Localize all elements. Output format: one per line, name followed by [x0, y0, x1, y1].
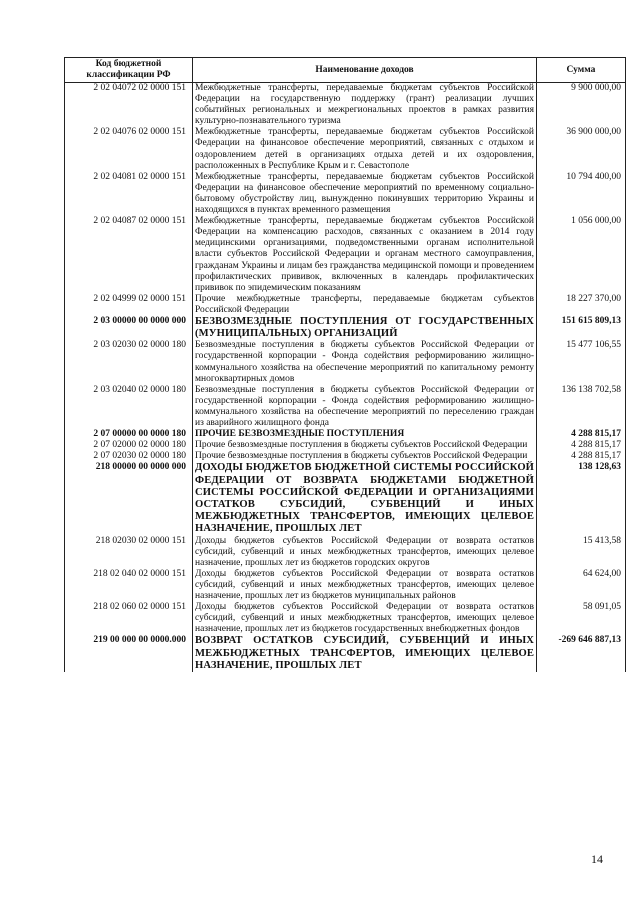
table-row [65, 536, 626, 569]
cell-code: 2 03 02030 02 0000 180 [65, 340, 193, 384]
cell-code: 218 00000 00 0000 000 [65, 462, 193, 535]
cell-sum: 151 615 809,13 [537, 316, 626, 340]
cell-code: 2 02 04999 02 0000 151 [65, 294, 193, 316]
cell-name: Безвозмездные поступления в бюджеты субъектов Российской Федерации от государственной корпорации - Фонда содействия реформированию жилищно-коммунального хозяйства на обеспечение мероприятий по переселению граждан из аварийного жилищного фонда [193, 385, 537, 429]
cell-sum: 4 288 815,17 [537, 451, 626, 462]
revenue-table-container [64, 57, 625, 672]
cell-name: ВОЗВРАТ ОСТАТКОВ СУБСИДИЙ, СУБВЕНЦИЙ И ИНЫХ МЕЖБЮДЖЕТНЫХ ТРАНСФЕРТОВ, ИМЕЮЩИХ ЦЕЛЕВОЕ НАЗНАЧЕНИЕ, ПРОШЛЫХ ЛЕТ [193, 635, 537, 672]
cell-name: ДОХОДЫ БЮДЖЕТОВ БЮДЖЕТНОЙ СИСТЕМЫ РОССИЙСКОЙ ФЕДЕРАЦИИ ОТ ВОЗВРАТА БЮДЖЕТАМИ БЮДЖЕТНОЙ СИСТЕМЫ РОССИЙСКОЙ ФЕДЕРАЦИИ И ОРГАНИЗАЦИЯМИ ОСТАТКОВ СУБСИДИЙ, СУБВЕНЦИЙ И ИНЫХ МЕЖБЮДЖЕТНЫХ ТРАНСФЕРТОВ, ИМЕЮЩИХ ЦЕЛЕВОЕ НАЗНАЧЕНИЕ, ПРОШЛЫХ ЛЕТ [193, 462, 537, 535]
cell-sum: 15 413,58 [537, 536, 626, 569]
cell-name: Межбюджетные трансферты, передаваемые бюджетам субъектов Российской Федерации на компенсацию расходов, связанных с оказанием в 2014 году медицинскими организациями, подведомственными органам исполнительной власти субъектов Российской Федерации и органам местного самоуправления, гражданам Украины и лицам без гражданства медицинской помощи и проведением профилактических прививок, включенных в календарь профилактических прививок по эпидемическим показаниям [193, 216, 537, 294]
cell-sum: 4 288 815,17 [537, 429, 626, 440]
page-number: 14 [591, 852, 603, 866]
cell-name: Межбюджетные трансферты, передаваемые бюджетам субъектов Российской Федерации на государственную поддержку (грант) реализации лучших событийных региональных и межрегиональных проектов в рамках развития культурно-познавательного туризма [193, 83, 537, 128]
cell-name: Прочие безвозмездные поступления в бюджеты субъектов Российской Федерации [193, 440, 537, 451]
header-sum: Сумма [537, 58, 626, 83]
cell-sum: 18 227 370,00 [537, 294, 626, 316]
cell-sum: 58 091,05 [537, 602, 626, 635]
header-name: Наименование доходов [193, 58, 537, 83]
table-row [65, 440, 626, 451]
table-header-row [65, 58, 626, 83]
cell-sum: 1 056 000,00 [537, 216, 626, 294]
cell-code: 218 02030 02 0000 151 [65, 536, 193, 569]
table-row [65, 451, 626, 462]
table-row [65, 385, 626, 429]
table-row [65, 216, 626, 294]
cell-name: Прочие межбюджетные трансферты, передаваемые бюджетам субъектов Российской Федерации [193, 294, 537, 316]
table-body [65, 83, 626, 673]
cell-sum: -269 646 887,13 [537, 635, 626, 672]
cell-name: Доходы бюджетов субъектов Российской Федерации от возврата остатков субсидий, субвенций и иных межбюджетных трансфертов, имеющих целевое назначение, прошлых лет из бюджетов государственных внебюджетных фондов [193, 602, 537, 635]
table-row [65, 316, 626, 340]
cell-name: Безвозмездные поступления в бюджеты субъектов Российской Федерации от государственной корпорации - Фонда содействия реформированию жилищно-коммунального хозяйства на обеспечение мероприятий по капитальному ремонту многоквартирных домов [193, 340, 537, 384]
cell-code: 2 02 04081 02 0000 151 [65, 172, 193, 216]
cell-sum: 4 288 815,17 [537, 440, 626, 451]
cell-sum: 138 128,63 [537, 462, 626, 535]
cell-code: 2 07 02030 02 0000 180 [65, 451, 193, 462]
table-row [65, 83, 626, 128]
table-row [65, 294, 626, 316]
cell-name: Межбюджетные трансферты, передаваемые бюджетам субъектов Российской Федерации на финансовое обеспечение мероприятий, связанных с отдыхом и оздоровлением детей в организациях отдыха детей и их оздоровления, расположенных в Республике Крым и г. Севастополе [193, 127, 537, 171]
table-row [65, 340, 626, 384]
cell-sum: 36 900 000,00 [537, 127, 626, 171]
table-row [65, 635, 626, 672]
cell-code: 219 00 000 00 0000.000 [65, 635, 193, 672]
cell-sum: 15 477 106,55 [537, 340, 626, 384]
cell-name: ПРОЧИЕ БЕЗВОЗМЕЗДНЫЕ ПОСТУПЛЕНИЯ [193, 429, 537, 440]
cell-code: 2 03 00000 00 0000 000 [65, 316, 193, 340]
cell-sum: 64 624,00 [537, 569, 626, 602]
cell-name: БЕЗВОЗМЕЗДНЫЕ ПОСТУПЛЕНИЯ ОТ ГОСУДАРСТВЕННЫХ (МУНИЦИПАЛЬНЫХ) ОРГАНИЗАЦИЙ [193, 316, 537, 340]
table-row [65, 462, 626, 535]
table-row [65, 569, 626, 602]
cell-code: 2 07 02000 02 0000 180 [65, 440, 193, 451]
cell-code: 2 03 02040 02 0000 180 [65, 385, 193, 429]
cell-name: Прочие безвозмездные поступления в бюджеты субъектов Российской Федерации [193, 451, 537, 462]
cell-sum: 9 900 000,00 [537, 83, 626, 128]
cell-code: 2 02 04076 02 0000 151 [65, 127, 193, 171]
cell-code: 2 02 04087 02 0000 151 [65, 216, 193, 294]
cell-code: 218 02 040 02 0000 151 [65, 569, 193, 602]
revenue-table [64, 57, 626, 672]
cell-sum: 10 794 400,00 [537, 172, 626, 216]
cell-code: 2 02 04072 02 0000 151 [65, 83, 193, 128]
table-row [65, 429, 626, 440]
cell-sum: 136 138 702,58 [537, 385, 626, 429]
cell-code: 2 07 00000 00 0000 180 [65, 429, 193, 440]
cell-name: Доходы бюджетов субъектов Российской Федерации от возврата остатков субсидий, субвенций и иных межбюджетных трансфертов, имеющих целевое назначение, прошлых лет из бюджетов муниципальных районов [193, 569, 537, 602]
table-row [65, 127, 626, 171]
cell-name: Межбюджетные трансферты, передаваемые бюджетам субъектов Российской Федерации на финансовое обеспечение мероприятий по временному социально-бытовому обустройству лиц, вынужденно покинувших территорию Украины и находящихся в пунктах временного размещения [193, 172, 537, 216]
table-row [65, 602, 626, 635]
cell-name: Доходы бюджетов субъектов Российской Федерации от возврата остатков субсидий, субвенций и иных межбюджетных трансфертов, имеющих целевое назначение, прошлых лет из бюджетов городских округов [193, 536, 537, 569]
header-code: Код бюджетной классификации РФ [65, 58, 193, 83]
cell-code: 218 02 060 02 0000 151 [65, 602, 193, 635]
table-row [65, 172, 626, 216]
